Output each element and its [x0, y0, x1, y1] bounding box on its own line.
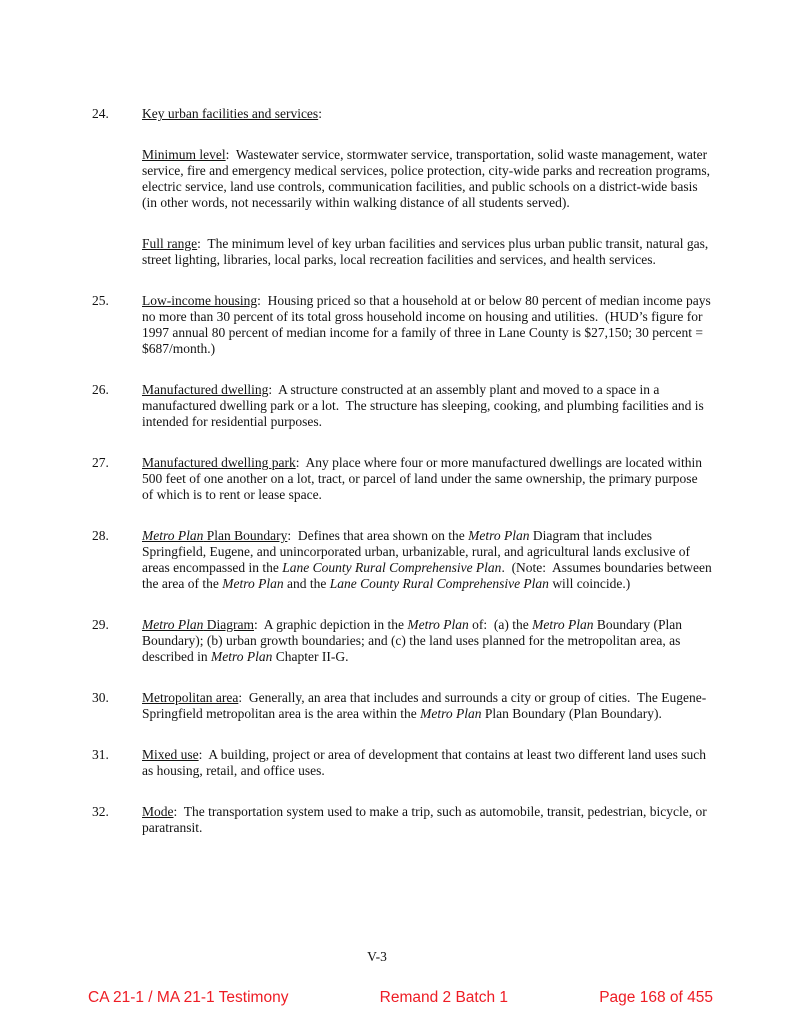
text-run: : Defines that area shown on the [287, 528, 469, 543]
definition-paragraph [142, 106, 712, 122]
definition-body [142, 690, 712, 747]
definition-number: 24. [92, 106, 109, 121]
definition-paragraph [142, 147, 712, 211]
definition-number: 25. [92, 293, 109, 308]
text-run: : A building, project or area of development that contains at least two different land uses such as housing, retail, and office uses. [142, 747, 710, 778]
footer-page-count: Page 168 of 455 [599, 989, 713, 1006]
definition-number: 26. [92, 382, 109, 397]
definition-body [142, 747, 712, 804]
text-run: : Generally, an area that includes and surrounds a city or group of cities. The Eugene-Springfield metropolitan area is the area within the [142, 690, 707, 721]
definition-body [142, 528, 716, 617]
text-run: Manufactured dwelling park [142, 455, 296, 470]
definition-paragraph [142, 747, 712, 779]
text-run: Diagram that includes Springfield, Eugene, and unincorporated urban, urbanizable, rural, and agricultural lands exclusive of areas encompassed in the [142, 528, 694, 575]
text-run: Boundary (Plan Boundary); (b) urban growth boundaries; and (c) the land uses planned for the metropolitan area, as described in [142, 617, 686, 664]
text-run: Metro Plan [222, 576, 284, 591]
text-run: Metro Plan [142, 528, 204, 543]
definition-item [92, 747, 712, 804]
text-run: of: (a) the [468, 617, 533, 632]
definition-item [92, 690, 712, 747]
definition-item [92, 617, 712, 690]
definition-body [142, 804, 712, 861]
text-run: Mixed use [142, 747, 199, 762]
definition-item [92, 455, 712, 528]
text-run: will coincide.) [548, 576, 631, 591]
text-run: Metro Plan [142, 617, 204, 632]
footer-batch-label: Remand 2 Batch 1 [379, 989, 509, 1006]
text-run: : Housing priced so that a household at or below 80 percent of median income pays no more than 30 percent of its total gross household income on housing and utilities. (HUD’s figure for 1997 annual 80 percent of median income for a family of three in Lane County is $27,150; 30 percent = $687/month.) [142, 293, 715, 356]
definition-item [92, 293, 715, 382]
definition-paragraph [142, 455, 712, 503]
text-run: . (Note: Assumes boundaries between the area of the [142, 560, 716, 591]
text-run: : [318, 106, 322, 121]
definition-number: 29. [92, 617, 109, 632]
definition-body [142, 617, 712, 690]
text-run: : The minimum level of key urban facilities and services plus urban public transit, natural gas, street lighting, libraries, local parks, local recreation facilities and services, and health services. [142, 236, 712, 267]
footer-stamp [88, 988, 713, 1008]
footer-case-label: CA 21-1 / MA 21-1 Testimony [88, 989, 289, 1006]
text-run: Minimum level [142, 147, 226, 162]
text-run: : The transportation system used to make a trip, such as automobile, transit, pedestrian, bicycle, or paratransit. [142, 804, 711, 835]
definition-paragraph [142, 617, 712, 665]
text-run: Manufactured dwelling [142, 382, 269, 397]
definition-paragraph [142, 382, 712, 430]
text-run: Key urban facilities and services [142, 106, 319, 121]
definition-paragraph [142, 690, 712, 722]
text-run: Metropolitan area [142, 690, 239, 705]
definitions-list [92, 106, 716, 861]
text-run: Metro Plan [532, 617, 594, 632]
text-run: : A graphic depiction in the [253, 617, 408, 632]
definition-body [142, 382, 712, 455]
definition-item [92, 528, 716, 617]
text-run: Metro Plan [210, 649, 273, 664]
page-number: V-3 [367, 949, 387, 964]
definition-paragraph [142, 236, 712, 268]
text-run: : Wastewater service, stormwater service, transportation, solid waste management, water service, fire and emergency medical services, police protection, city-wide parks and recreation programs, electric service, land use controls, communication facilities, and public schools on a district-wide basis (in other words, not necessarily within walking distance of all students served). [142, 147, 714, 210]
definition-body [142, 455, 712, 528]
definition-paragraph [142, 528, 716, 592]
definition-body [142, 106, 712, 293]
text-run: Lane County Rural Comprehensive Plan [329, 576, 549, 591]
definition-paragraph [142, 293, 715, 357]
definition-paragraph [142, 804, 712, 836]
text-run: Plan Boundary [203, 528, 288, 543]
text-run: Mode [142, 804, 174, 819]
text-run: Lane County Rural Comprehensive Plan [282, 560, 502, 575]
text-run: Metro Plan [407, 617, 469, 632]
definition-number: 32. [92, 804, 109, 819]
text-run: Metro Plan [468, 528, 530, 543]
text-run: Full range [142, 236, 198, 251]
definition-item [92, 804, 712, 861]
definition-body [142, 293, 715, 382]
text-run: : A structure constructed at an assembly plant and moved to a space in a manufactured dwelling park or a lot. The structure has sleeping, cooking, and plumbing facilities and is intended for residential purposes. [142, 382, 708, 429]
definition-number: 31. [92, 747, 109, 762]
text-run: and the [283, 576, 330, 591]
definition-number: 28. [92, 528, 109, 543]
text-run: Diagram [203, 617, 254, 632]
text-run: : Any place where four or more manufactured dwellings are located within 500 feet of one another on a lot, tract, or parcel of land under the same ownership, the primary purpose of which is to rent or lease space. [142, 455, 706, 502]
definition-number: 27. [92, 455, 109, 470]
definition-item [92, 106, 712, 293]
text-run: Chapter II-G. [272, 649, 349, 664]
text-run: Metro Plan [420, 706, 482, 721]
definition-number: 30. [92, 690, 109, 705]
text-run: Low-income housing [142, 293, 258, 308]
definition-item [92, 382, 712, 455]
text-run: Plan Boundary (Plan Boundary). [481, 706, 662, 721]
